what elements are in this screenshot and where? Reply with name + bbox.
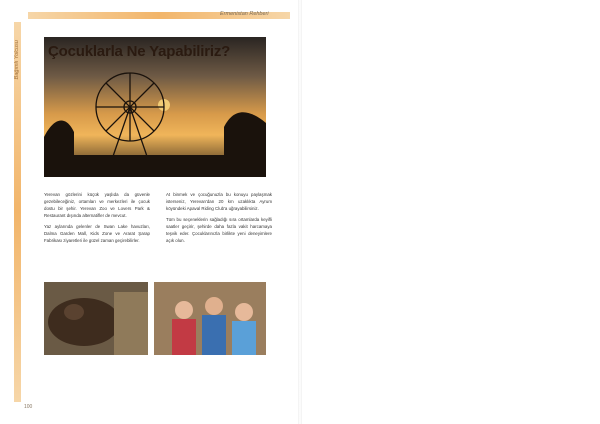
right-text-column: [166, 191, 272, 248]
body-paragraph: Yaz aylarında gelenler de Swan Lake havuzları, Dalma Garden Mall, Kids Zone ve Ararat Şarap Fabrikası ziyaretleri ile güzel zaman geçirebilirler.: [44, 224, 150, 244]
right-page: [300, 0, 600, 424]
body-paragraph: At binmek ve çocuğunuzla bu konuyu paylaşmak isterseniz, Yerevan'dan 20 km uzaklıkta Ayrum köyündeki Apaval Riding Club'a uğrayabilirsiniz.: [166, 192, 272, 212]
book-gutter: [298, 0, 302, 424]
left-page-number: 100: [24, 404, 33, 410]
body-paragraph: Tüm bu seçeneklerin sağladığı sıra ortamlarda keyifli saatler geçirir, şehirde daha fazla vakit harcamaya teşvik eder. Çocuklarınızla birlikte yeni deneyimlere açık olun.: [166, 217, 272, 244]
page-title: Çocuklarla Ne Yapabiliriz?: [48, 43, 231, 60]
left-header-label: Ermenistan Rehberi: [220, 11, 269, 17]
body-paragraph: Yerevan gözlerini küçük yaşlıda da güvenle gezebileceğiniz, ortamları ve merkezleri ile çocuk dostu bir şehir. Yerevan Zoo ve Lovers Park & Restaurant dışında alternatifler de mevcut.: [44, 192, 150, 219]
left-text-column: [44, 191, 150, 248]
hero-image: [44, 37, 266, 177]
left-side-label: Bağımlı Yolcusu: [14, 40, 20, 80]
children-group-photo: [154, 282, 266, 355]
horse-closeup-photo: [44, 282, 148, 355]
